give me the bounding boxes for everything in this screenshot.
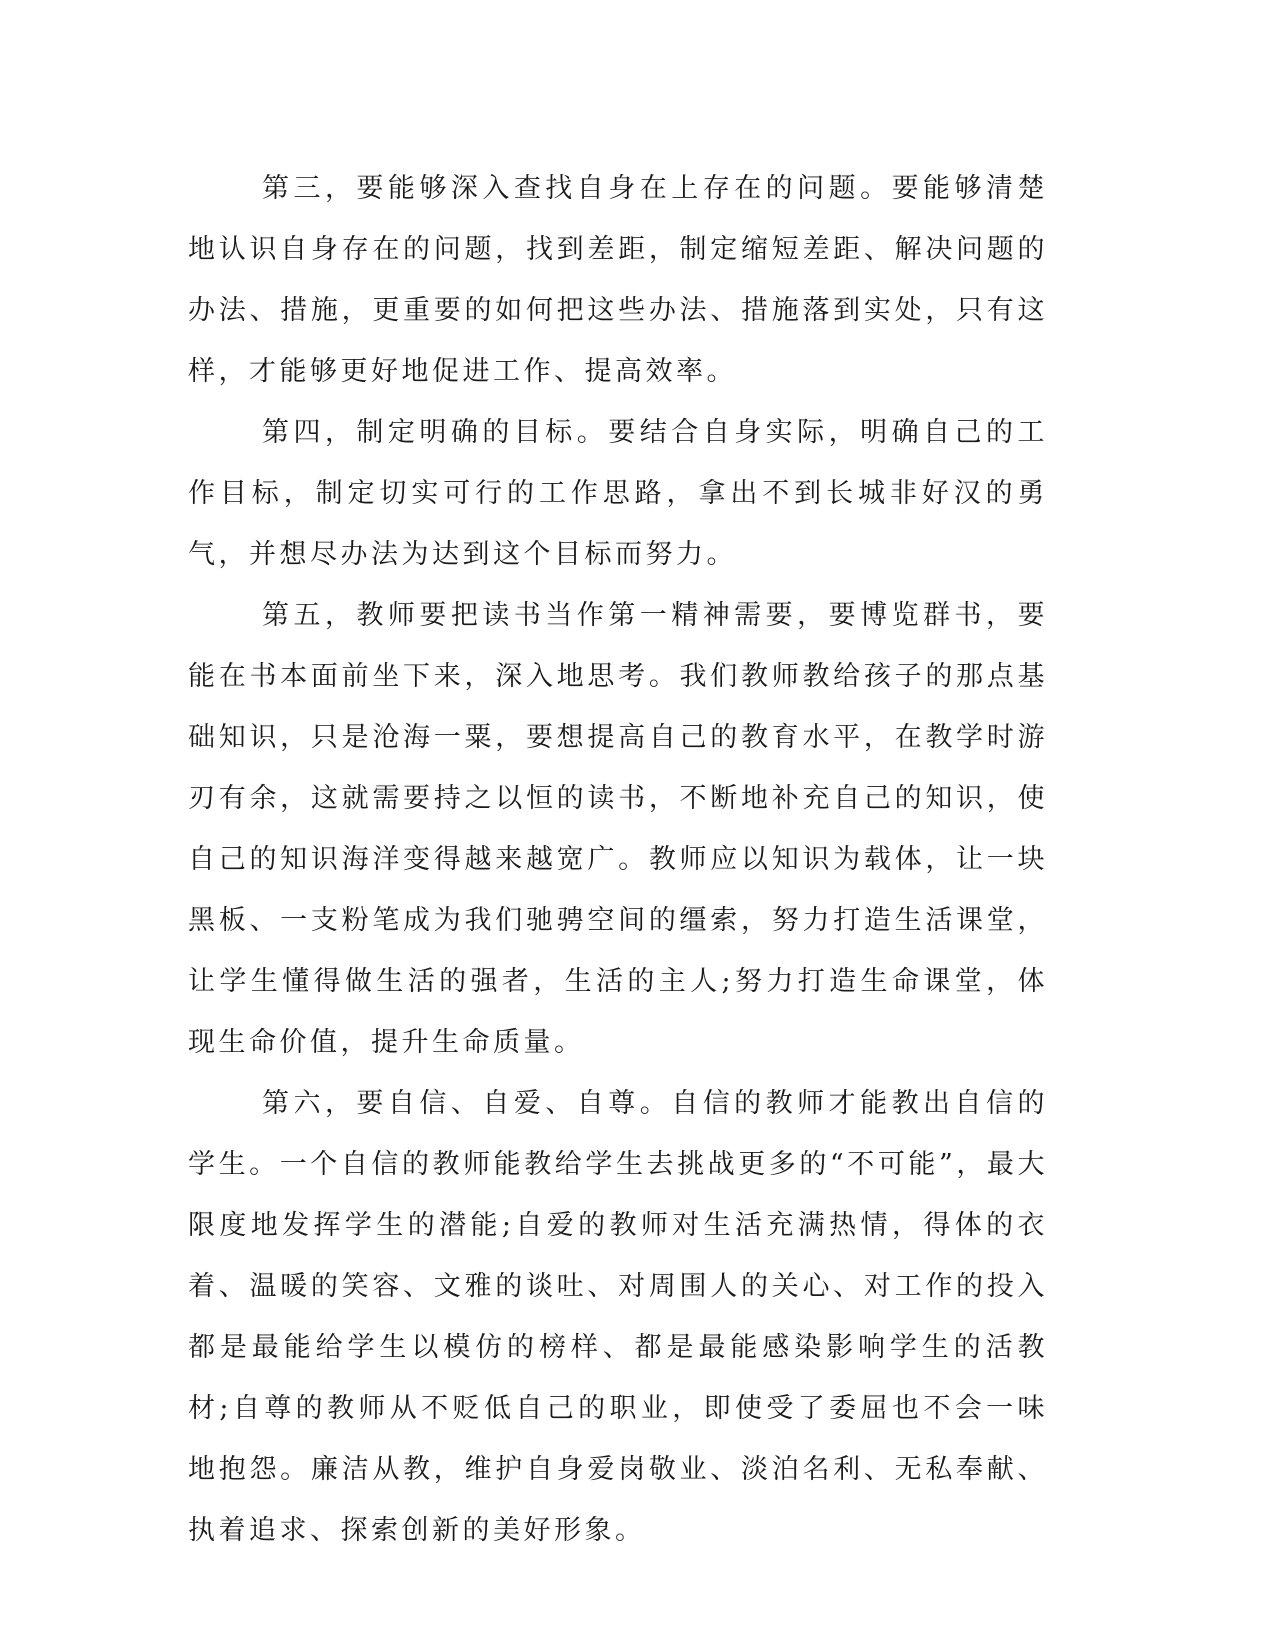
paragraph-fourth: 第四，制定明确的目标。要结合自身实际，明确自己的工作目标，制定切实可行的工作思路，拿出不到长城非好汉的勇气，并想尽办法为达到这个目标而努力。 bbox=[188, 417, 1048, 570]
paragraph-third: 第三，要能够深入查找自身在上存在的问题。要能够清楚地认识自身存在的问题，找到差距，制定缩短差距、解决问题的办法、措施，更重要的如何把这些办法、措施落到实处，只有这样，才能够更好地促进工作、提高效率。 bbox=[188, 173, 1048, 387]
document-body bbox=[188, 158, 1048, 1561]
paragraph-sixth: 第六，要自信、自爱、自尊。自信的教师才能教出自信的学生。一个自信的教师能教给学生去挑战更多的“不可能”，最大限度地发挥学生的潜能;自爱的教师对生活充满热情，得体的衣着、温暖的笑容、文雅的谈吐、对周围人的关心、对工作的投入都是最能给学生以模仿的榜样、都是最能感染影响学生的活教材;自尊的教师从不贬低自己的职业，即使受了委屈也不会一味地抱怨。廉洁从教，维护自身爱岗敬业、淡泊名利、无私奉献、执着追求、探索创新的美好形象。 bbox=[188, 1088, 1048, 1546]
paragraph-fifth: 第五，教师要把读书当作第一精神需要，要博览群书，要能在书本面前坐下来，深入地思考。我们教师教给孩子的那点基础知识，只是沧海一粟，要想提高自己的教育水平，在教学时游刃有余，这就需要持之以恒的读书，不断地补充自己的知识，使自己的知识海洋变得越来越宽广。教师应以知识为载体，让一块黑板、一支粉笔成为我们驰骋空间的缰索，努力打造生活课堂，让学生懂得做生活的强者，生活的主人;努力打造生命课堂，体现生命价值，提升生命质量。 bbox=[188, 600, 1048, 1058]
